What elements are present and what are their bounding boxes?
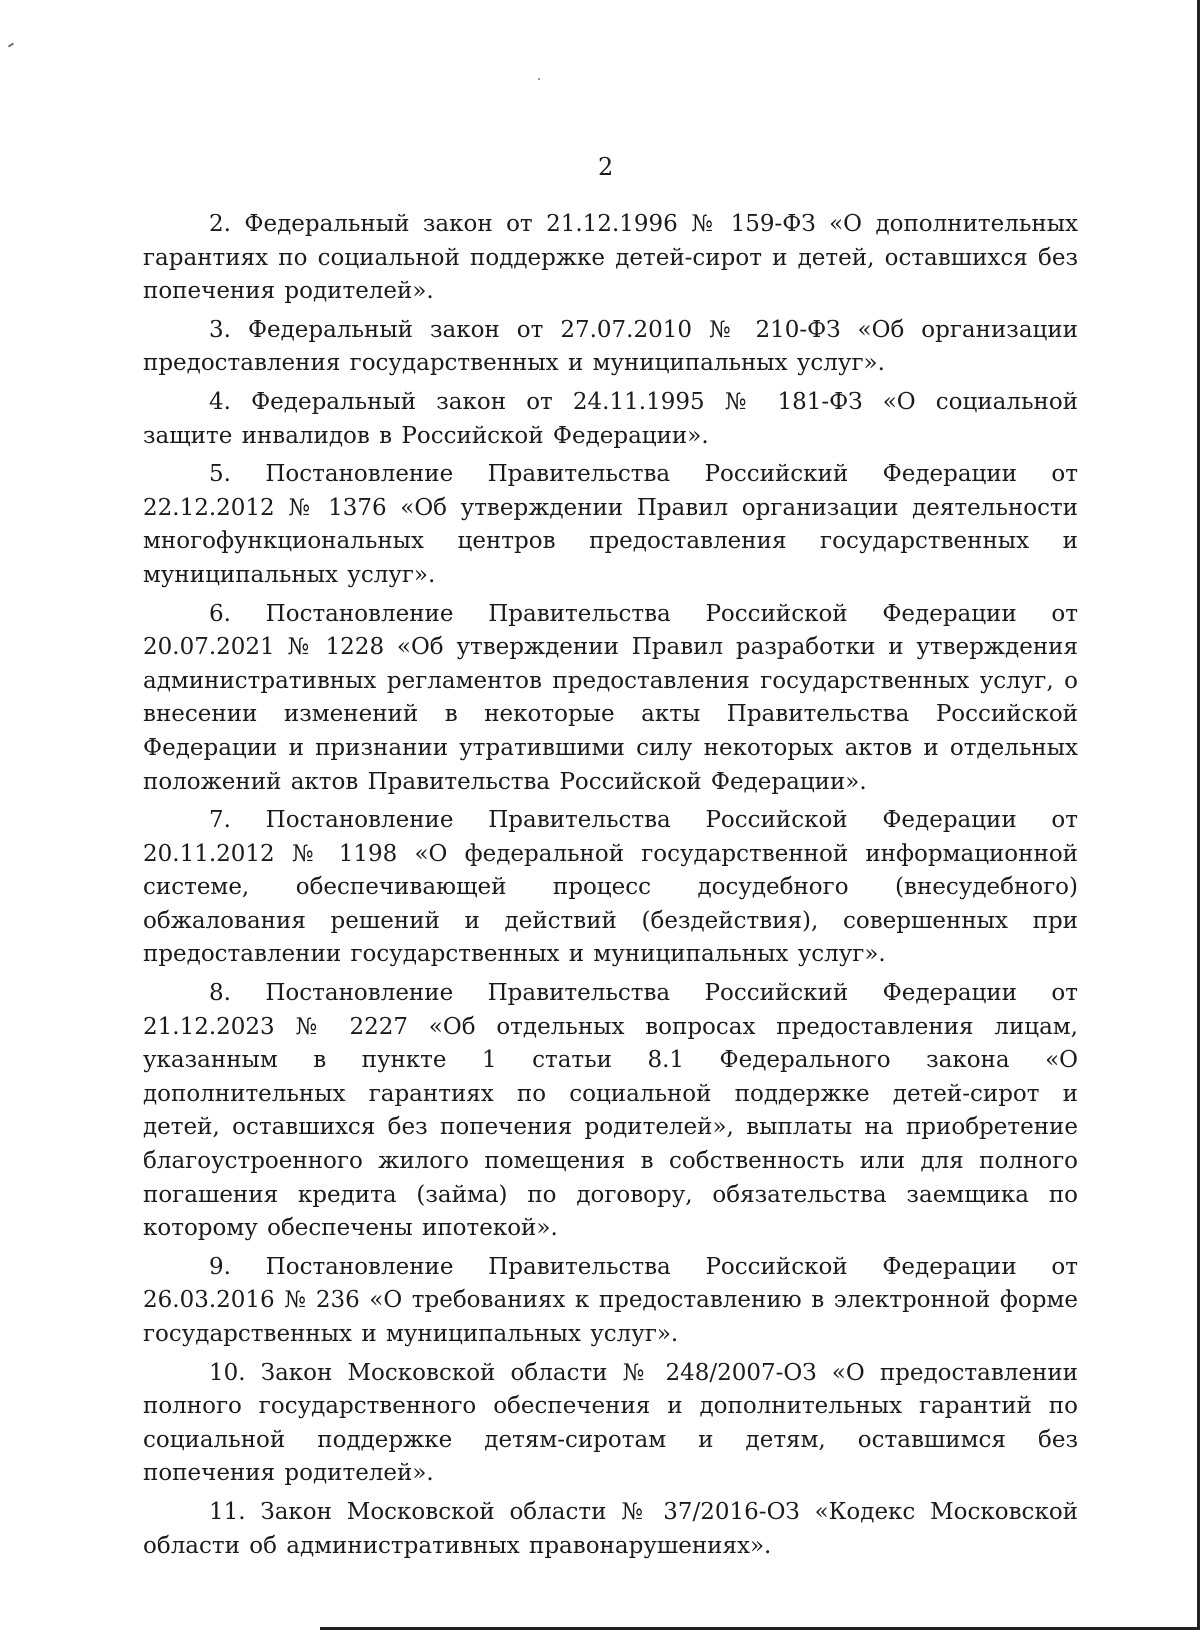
list-item: 11. Закон Московской области № 37/2016-ОЗ «Кодекс Московской области об административных правонарушениях». [143,1498,1078,1559]
list-item: 10. Закон Московской области № 248/2007-ОЗ «О предоставлении полного государственного обеспечения и дополнительных гарантий по социальной поддержке детям-сиротам и детям, оставшимся без попечения родителей». [143,1359,1078,1487]
page-number: 2 [598,153,614,181]
list-item: 6. Постановление Правительства Российской Федерации от 20.07.2021 № 1228 «Об утверждении Правил разработки и утверждения административных регламентов предоставления государственных услуг, о внесении изменений в некоторые акты Правительства Российской Федерации и признании утратившими силу некоторых актов и отдельных положений актов Правительства Российской Федерации». [143,600,1078,795]
list-item: 7. Постановление Правительства Российской Федерации от 20.11.2012 № 1198 «О федеральной государственной информационной системе, обеспечивающей процесс досудебного (внесудебного) обжалования решений и действий (бездействия), совершенных при предоставлении государственных и муниципальных услуг». [143,807,1078,968]
legal-basis-list [143,208,1078,1568]
list-item: 3. Федеральный закон от 27.07.2010 № 210-ФЗ «Об организации предоставления государственных и муниципальных услуг». [143,316,1078,377]
list-item: 2. Федеральный закон от 21.12.1996 № 159-ФЗ «О дополнительных гарантиях по социальной поддержке детей-сирот и детей, оставшихся без попечения родителей». [143,211,1078,305]
list-item: 8. Постановление Правительства Российский Федерации от 21.12.2023 № 2227 «Об отдельных вопросах предоставления лицам, указанным в пункте 1 статьи 8.1 Федерального закона «О дополнительных гарантиях по социальной поддержке детей-сирот и детей, оставшихся без попечения родителей», выплаты на приобретение благоустроенного жилого помещения в собственность или для полного погашения кредита (займа) по договору, обязательства заемщика по которому обеспечены ипотекой». [143,980,1078,1242]
scan-speck [8,42,14,47]
list-item: 4. Федеральный закон от 24.11.1995 № 181-ФЗ «О социальной защите инвалидов в Российской Федерации». [143,388,1078,449]
list-item: 5. Постановление Правительства Российский Федерации от 22.12.2012 № 1376 «Об утверждении Правил организации деятельности многофункциональных центров предоставления государственных и муниципальных услуг». [143,461,1078,588]
list-item: 9. Постановление Правительства Российской Федерации от 26.03.2016 № 236 «О требованиях к предоставлению в электронной форме государственных и муниципальных услуг». [143,1253,1078,1347]
scan-speck [538,78,540,80]
